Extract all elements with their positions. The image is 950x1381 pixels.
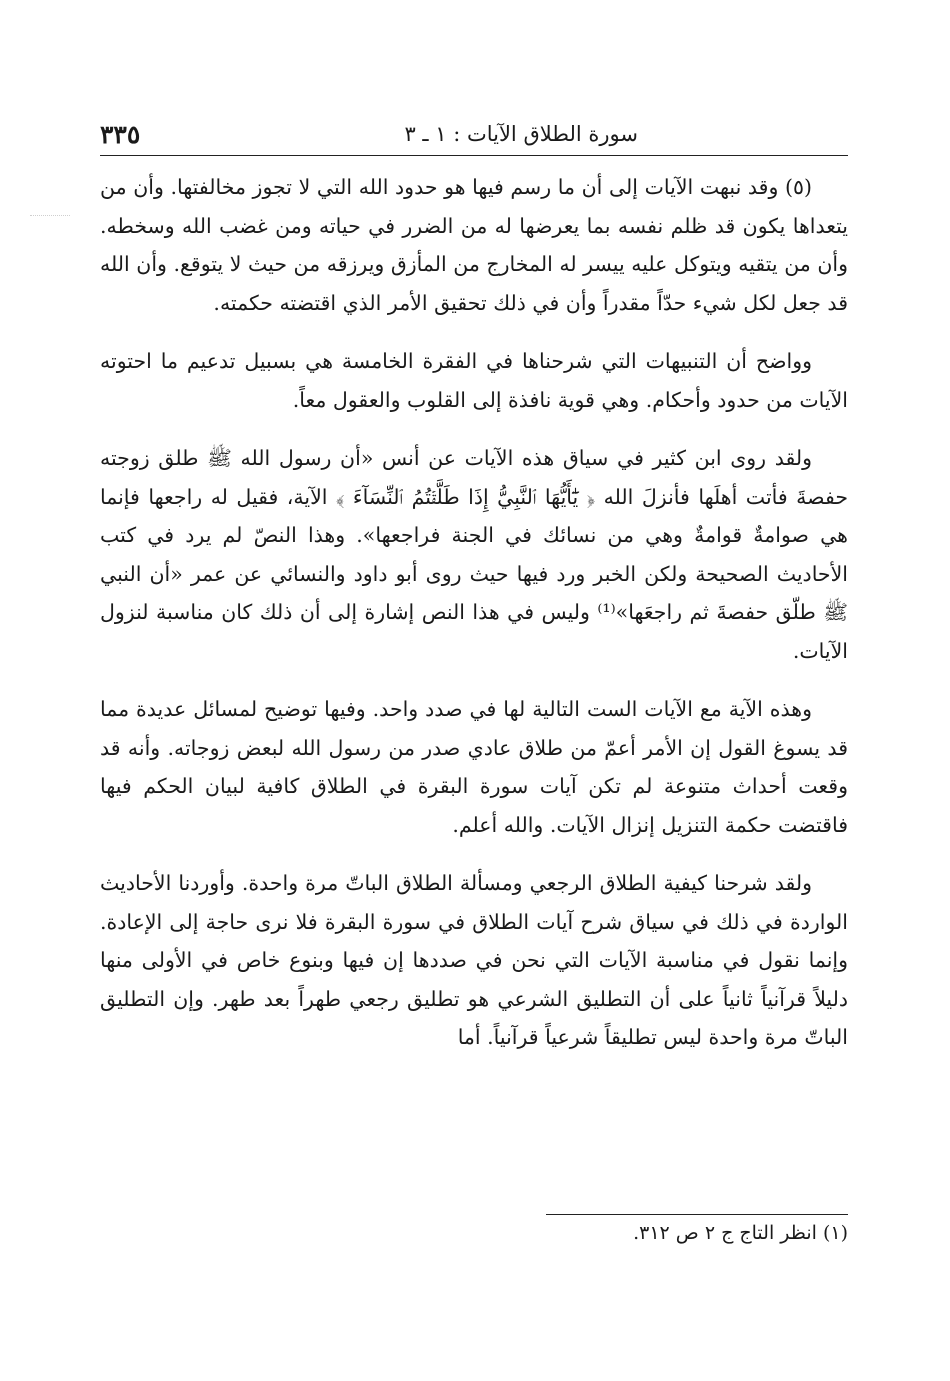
header-rule — [100, 155, 848, 156]
paragraph-2: وواضح أن التنبيهات التي شرحناها في الفقرة الخامسة هي بسبيل تدعيم ما احتوته الآيات من حدود وأحكام. وهي قوية نافذة إلى القلوب والعقول معاً. — [100, 349, 848, 412]
page-header — [100, 118, 848, 158]
margin-marks — [30, 215, 70, 216]
footnote: (١) انظر التاج ج ٢ ص ٣١٢. — [633, 1222, 848, 1244]
running-title: سورة الطلاق الآيات : ١ ـ ٣ — [404, 122, 638, 146]
paragraph-5: ولقد شرحنا كيفية الطلاق الرجعي ومسألة الطلاق الباتّ مرة واحدة. وأوردنا الأحاديث الواردة في ذلك في سياق شرح آيات الطلاق في سورة البقرة فلا نرى حاجة إلى الإعادة. وإنما نقول في مناسبة الآيات التي نحن في صددها إن فيها وبنوع خاص في الأولى منها دليلاً قرآنياً ثانياً على أن التطليق الشرعي هو تطليق رجعي طهراً بعد طهر. وإن التطليق الباتّ مرة واحدة ليس تطليقاً شرعياً قرآنياً. أما — [100, 871, 848, 1049]
page-number: ٣٣٥ — [100, 120, 141, 149]
main-text — [100, 168, 848, 1077]
footnote-rule — [546, 1214, 848, 1215]
paragraph-3: ولقد روى ابن كثير في سياق هذه الآيات عن أنس «أن رسول الله ﷺ طلق زوجته حفصةَ فأتت أهلَها فأنزلَ الله ﴿ يَٰٓأَيُّهَا ٱلنَّبِيُّ إِذَا طَلَّقۡتُمُ ٱلنِّسَآءَ ﴾ الآية، فقيل له راجعها فإنما هي صوامةٌ قوامةٌ وهي من نسائك في الجنة فراجعها». وهذا النصّ لم يرد في كتب الأحاديث الصحيحة ولكن الخبر ورد فيها حيث روى أبو داود والنسائي عن عمر «أن النبي ﷺ طلّق حفصةَ ثم راجعَها»⁽¹⁾ وليس في هذا النص إشارة إلى أن ذلك كان مناسبة لنزول الآيات. — [100, 446, 848, 663]
paragraph-1: (٥) وقد نبهت الآيات إلى أن ما رسم فيها هو حدود الله التي لا تجوز مخالفتها. وأن من يتعداها يكون قد ظلم نفسه بما يعرضها له من الضرر في حياته ومن غضب الله وسخطه. وأن من يتقيه ويتوكل عليه ييسر له المخارج من المأزق ويرزقه من حيث لا يتوقع. وأن الله قد جعل لكل شيء حدّاً مقدراً وأن في ذلك تحقيق الأمر الذي اقتضته حكمته. — [100, 175, 848, 315]
paragraph-4: وهذه الآية مع الآيات الست التالية لها في صدد واحد. وفيها توضيح لمسائل عديدة مما قد يسوغ القول إن الأمر أعمّ من طلاق عادي صدر من رسول الله لبعض زوجاته. وأنه قد وقعت أحداث متنوعة لم تكن آيات سورة البقرة في الطلاق كافية لبيان الحكم فيها فاقتضت حكمة التنزيل إنزال الآيات. والله أعلم. — [100, 697, 848, 837]
